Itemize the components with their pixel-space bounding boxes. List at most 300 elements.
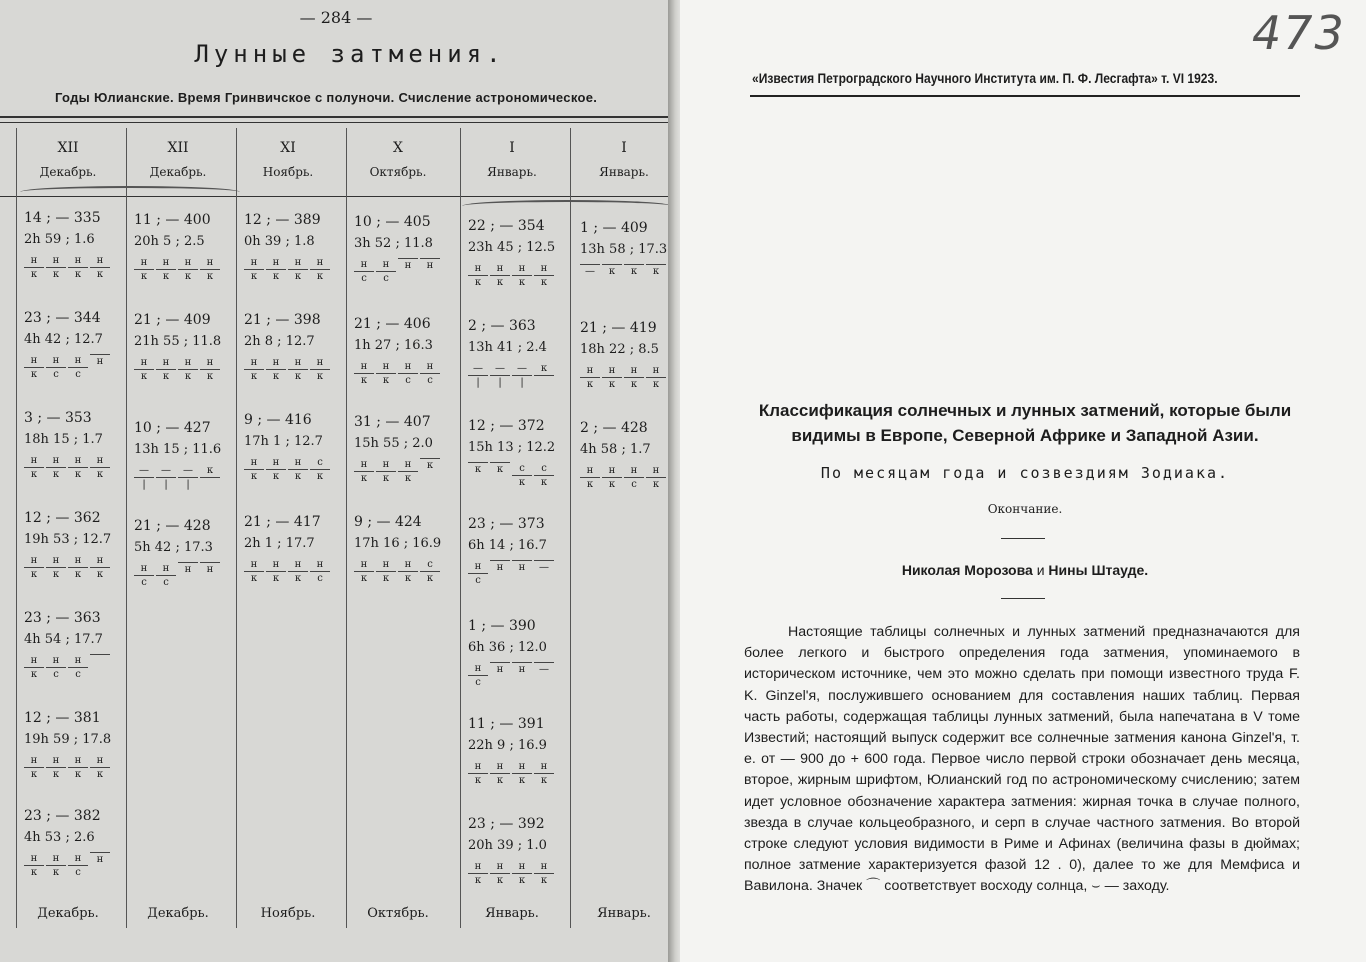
mark-bottom: к (474, 464, 482, 475)
column-roman-numeral: X (393, 140, 403, 156)
mark-top: н (156, 562, 176, 576)
visibility-marks (134, 256, 244, 296)
mark-top: н (490, 760, 510, 774)
mark-top: н (624, 364, 644, 378)
column-footer: Ноябрь. (260, 906, 316, 921)
mark-bottom: н (496, 562, 504, 573)
date-year: 31 ; — 407 (354, 414, 431, 430)
visibility-mark (602, 464, 622, 504)
eclipse-entry (134, 212, 244, 296)
visibility-mark (580, 364, 600, 404)
column-month: Январь. (487, 165, 537, 179)
mark-bottom: к (30, 569, 38, 580)
visibility-mark (398, 360, 418, 400)
mark-bottom: к (294, 471, 302, 482)
mark-top: н (646, 364, 666, 378)
mark-bottom: к (586, 479, 594, 490)
mark-bottom: к (96, 769, 104, 780)
visibility-mark (376, 258, 396, 298)
mark-top: н (310, 356, 330, 370)
mark-top: н (580, 464, 600, 478)
date-year: 9 ; — 416 (244, 412, 312, 428)
visibility-mark (534, 262, 554, 302)
date-year: 9 ; — 424 (354, 514, 422, 530)
visibility-mark (178, 256, 198, 296)
date-year: 2 ; — 363 (468, 318, 536, 334)
mark-top: н (534, 760, 554, 774)
mark-bottom: к (518, 277, 526, 288)
date-year: 21 ; — 419 (580, 320, 657, 336)
visibility-mark (310, 456, 330, 496)
date-year: 14 ; — 335 (24, 210, 101, 226)
visibility-mark (354, 360, 374, 400)
visibility-mark (354, 258, 374, 298)
visibility-mark (468, 362, 488, 402)
time-magnitude: 21h 55 ; 11.8 (134, 334, 222, 349)
mark-bottom: к (360, 573, 368, 584)
visibility-mark (156, 356, 176, 396)
mark-bottom: к (52, 569, 60, 580)
visibility-mark (490, 462, 510, 502)
mark-bottom: к (540, 875, 548, 886)
mark-top: с (420, 558, 440, 572)
mark-bottom: к (30, 269, 38, 280)
visibility-mark (624, 464, 644, 504)
mark-bottom: к (140, 271, 148, 282)
mark-top: н (354, 258, 374, 272)
eclipse-entry (354, 414, 464, 498)
visibility-mark (468, 262, 488, 302)
visibility-mark (490, 560, 510, 600)
mark-top: н (534, 262, 554, 276)
mark-bottom: с (53, 669, 59, 680)
visibility-mark (534, 662, 554, 702)
mark-bottom: к (474, 775, 482, 786)
time-magnitude: 0h 39 ; 1.8 (244, 234, 315, 249)
mark-bottom: с (317, 573, 323, 584)
visibility-mark (534, 362, 554, 402)
mark-top: н (266, 256, 286, 270)
visibility-marks (24, 852, 134, 892)
visibility-mark (24, 454, 44, 494)
mark-top: н (24, 454, 44, 468)
visibility-marks (24, 254, 134, 294)
mark-top: н (68, 354, 88, 368)
mark-bottom: к (184, 271, 192, 282)
visibility-mark (398, 258, 418, 298)
visibility-marks (468, 560, 578, 600)
date-year: 23 ; — 373 (468, 516, 545, 532)
mark-bottom: к (316, 271, 324, 282)
left-page (0, 0, 672, 962)
author-conjunction: и (1036, 562, 1045, 578)
mark-top: н (134, 562, 154, 576)
mark-bottom: к (426, 460, 434, 471)
column-header (18, 136, 118, 184)
time-magnitude: 20h 5 ; 2.5 (134, 234, 205, 249)
mark-bottom: к (540, 775, 548, 786)
column-footer: Январь. (597, 906, 651, 921)
visibility-mark (68, 554, 88, 594)
mark-top: н (310, 558, 330, 572)
visibility-mark (178, 464, 198, 504)
visibility-mark (244, 356, 264, 396)
visibility-mark (244, 456, 264, 496)
visibility-mark (68, 454, 88, 494)
eclipse-entry (468, 418, 578, 502)
time-magnitude: 1h 27 ; 16.3 (354, 338, 433, 353)
eclipse-entry (24, 510, 134, 594)
mark-bottom: с (475, 677, 481, 688)
mark-top: н (266, 456, 286, 470)
mark-top: н (398, 360, 418, 374)
mark-top: н (468, 760, 488, 774)
mark-top: н (178, 356, 198, 370)
mark-bottom: | (142, 479, 146, 490)
visibility-mark (420, 258, 440, 298)
mark-top: к (534, 362, 554, 376)
mark-bottom: с (75, 867, 81, 878)
mark-bottom: к (30, 867, 38, 878)
visibility-mark (200, 464, 220, 504)
visibility-mark (310, 256, 330, 296)
visibility-mark (90, 254, 110, 294)
mark-top: н (68, 254, 88, 268)
eclipse-entry (580, 220, 672, 304)
date-year: 10 ; — 427 (134, 420, 211, 436)
mark-top: к (200, 464, 220, 478)
visibility-mark (46, 254, 66, 294)
visibility-mark (24, 852, 44, 892)
eclipse-entry (244, 212, 354, 296)
mark-bottom: н (518, 664, 526, 675)
mark-bottom: к (630, 266, 638, 277)
visibility-mark (512, 362, 532, 402)
visibility-mark (602, 264, 622, 304)
mark-bottom: к (294, 271, 302, 282)
mark-top: н (646, 464, 666, 478)
time-magnitude: 13h 58 ; 17.3 (580, 242, 668, 257)
visibility-marks (468, 262, 578, 302)
visibility-mark (376, 558, 396, 598)
mark-top: н (490, 262, 510, 276)
time-magnitude: 4h 53 ; 2.6 (24, 830, 95, 845)
mark-top: н (244, 256, 264, 270)
mark-top: н (24, 754, 44, 768)
mark-top: — (134, 464, 154, 478)
visibility-mark (90, 654, 110, 694)
date-year: 3 ; — 353 (24, 410, 92, 426)
eclipse-entry (134, 312, 244, 396)
mark-bottom: к (294, 573, 302, 584)
visibility-mark (534, 462, 554, 502)
visibility-mark (534, 860, 554, 900)
mark-top: н (90, 754, 110, 768)
mark-top: — (468, 362, 488, 376)
column-footer: Декабрь. (37, 906, 99, 921)
mark-top: н (156, 256, 176, 270)
visibility-mark (398, 558, 418, 598)
visibility-marks (580, 364, 672, 404)
column-separator (16, 128, 17, 928)
mark-bottom: — (539, 562, 549, 573)
mark-top: н (178, 256, 198, 270)
mark-bottom: к (272, 471, 280, 482)
article-title-line-1: Классификация солнечных и лунных затмений, которые были (758, 401, 1292, 420)
eclipse-entry (244, 312, 354, 396)
mark-bottom: к (474, 277, 482, 288)
time-magnitude: 2h 59 ; 1.6 (24, 232, 95, 247)
mark-bottom: к (652, 479, 660, 490)
time-magnitude: 19h 53 ; 12.7 (24, 532, 112, 547)
visibility-mark (420, 558, 440, 598)
article-title-line-2: видимы в Европе, Северной Африке и Западной Азии. (791, 426, 1259, 445)
visibility-mark (468, 462, 488, 502)
eclipse-entry (134, 420, 244, 504)
mark-bottom: н (426, 260, 434, 271)
eclipse-entry (24, 410, 134, 494)
mark-top: н (134, 356, 154, 370)
visibility-marks (244, 456, 354, 496)
visibility-mark (468, 662, 488, 702)
mark-bottom: к (382, 573, 390, 584)
mark-top: н (266, 356, 286, 370)
visibility-mark (310, 558, 330, 598)
mark-bottom: к (518, 875, 526, 886)
mark-bottom: с (141, 577, 147, 588)
visibility-mark (310, 356, 330, 396)
handwritten-page-number: 473 (1252, 6, 1346, 60)
visibility-mark (68, 354, 88, 394)
mark-bottom: к (316, 371, 324, 382)
mark-bottom: к (250, 271, 258, 282)
column-header (574, 136, 672, 184)
time-magnitude: 6h 14 ; 16.7 (468, 538, 547, 553)
date-year: 23 ; — 363 (24, 610, 101, 626)
mark-top: н (46, 852, 66, 866)
eclipse-entry (244, 412, 354, 496)
mark-bottom: к (250, 471, 258, 482)
mark-top: н (46, 354, 66, 368)
mark-bottom: н (184, 564, 192, 575)
mark-bottom: к (608, 379, 616, 390)
eclipse-entry (468, 516, 578, 600)
mark-bottom: к (272, 271, 280, 282)
visibility-mark (468, 860, 488, 900)
visibility-mark (68, 654, 88, 694)
time-magnitude: 20h 39 ; 1.0 (468, 838, 547, 853)
mark-top: н (68, 654, 88, 668)
mark-bottom: к (250, 573, 258, 584)
time-magnitude: 17h 1 ; 12.7 (244, 434, 323, 449)
visibility-mark (24, 554, 44, 594)
visibility-mark (90, 354, 110, 394)
column-header (348, 136, 448, 184)
mark-top: н (156, 356, 176, 370)
visibility-mark (266, 356, 286, 396)
time-magnitude: 18h 15 ; 1.7 (24, 432, 103, 447)
visibility-mark (354, 558, 374, 598)
mark-top: н (244, 356, 264, 370)
visibility-mark (624, 264, 644, 304)
mark-bottom: к (382, 375, 390, 386)
mark-top: н (68, 454, 88, 468)
eclipse-entry (468, 218, 578, 302)
mark-bottom: к (162, 371, 170, 382)
eclipse-entry (24, 310, 134, 394)
time-magnitude: 15h 55 ; 2.0 (354, 436, 433, 451)
visibility-mark (646, 264, 666, 304)
visibility-mark (68, 852, 88, 892)
mark-top: — (178, 464, 198, 478)
eclipse-entry (24, 610, 134, 694)
column-footer: Октябрь. (367, 906, 429, 921)
short-rule-1 (1001, 538, 1045, 539)
visibility-marks (468, 362, 578, 402)
mark-bottom: к (496, 775, 504, 786)
date-year: 2 ; — 428 (580, 420, 648, 436)
mark-bottom: к (52, 769, 60, 780)
mark-top: н (420, 360, 440, 374)
visibility-mark (490, 760, 510, 800)
visibility-marks (468, 860, 578, 900)
visibility-marks (354, 258, 464, 298)
time-magnitude: 2h 8 ; 12.7 (244, 334, 315, 349)
mark-top: н (468, 262, 488, 276)
mark-bottom: к (30, 369, 38, 380)
visibility-mark (512, 262, 532, 302)
mark-bottom: к (474, 875, 482, 886)
visibility-mark (512, 760, 532, 800)
mark-top: н (24, 254, 44, 268)
mark-top: н (200, 356, 220, 370)
eclipse-entry (468, 816, 578, 900)
visibility-mark (178, 562, 198, 602)
visibility-mark (244, 256, 264, 296)
mark-bottom: к (96, 269, 104, 280)
mark-bottom: — (585, 266, 595, 277)
visibility-marks (468, 760, 578, 800)
visibility-mark (534, 760, 554, 800)
visibility-mark (24, 654, 44, 694)
visibility-mark (200, 562, 220, 602)
visibility-mark (420, 360, 440, 400)
time-magnitude: 13h 41 ; 2.4 (468, 340, 547, 355)
mark-bottom: с (427, 375, 433, 386)
mark-bottom: — (539, 664, 549, 675)
column-header (462, 136, 562, 184)
mark-top: — (156, 464, 176, 478)
mark-bottom: к (52, 867, 60, 878)
mark-top: н (266, 558, 286, 572)
column-roman-numeral: I (621, 140, 627, 156)
mark-bottom: к (74, 469, 82, 480)
time-magnitude: 15h 13 ; 12.2 (468, 440, 556, 455)
mark-bottom: к (52, 269, 60, 280)
time-magnitude: 4h 42 ; 12.7 (24, 332, 103, 347)
mark-top: н (534, 860, 554, 874)
column-roman-numeral: XI (280, 140, 296, 156)
short-rule-2 (1001, 598, 1045, 599)
mark-bottom: к (652, 379, 660, 390)
brace-left (20, 186, 240, 198)
visibility-marks (580, 464, 672, 504)
mark-bottom: к (608, 266, 616, 277)
mark-top: н (398, 558, 418, 572)
visibility-mark (90, 852, 110, 892)
visibility-mark (68, 754, 88, 794)
column-roman-numeral: XII (57, 140, 79, 156)
visibility-mark (24, 754, 44, 794)
column-month: Январь. (599, 165, 649, 179)
column-roman-numeral: I (509, 140, 515, 156)
mark-bottom: с (75, 669, 81, 680)
mark-top: н (68, 554, 88, 568)
eclipse-entry (244, 514, 354, 598)
mark-bottom: | (164, 479, 168, 490)
eclipse-entry (468, 716, 578, 800)
mark-top: н (46, 554, 66, 568)
visibility-mark (580, 264, 600, 304)
visibility-mark (288, 456, 308, 496)
visibility-mark (288, 356, 308, 396)
mark-bottom: | (476, 377, 480, 388)
visibility-mark (512, 462, 532, 502)
mark-bottom: к (630, 379, 638, 390)
visibility-mark (134, 256, 154, 296)
visibility-mark (178, 356, 198, 396)
left-page-subtitle: Годы Юлианские. Время Гринвичское с полуночи. Счисление астрономическое. (55, 90, 598, 105)
date-year: 12 ; — 362 (24, 510, 101, 526)
date-year: 11 ; — 391 (468, 716, 545, 732)
date-year: 21 ; — 398 (244, 312, 321, 328)
top-rule-thin (0, 122, 672, 123)
visibility-mark (200, 256, 220, 296)
visibility-marks (24, 354, 134, 394)
time-magnitude: 3h 52 ; 11.8 (354, 236, 433, 251)
mark-top: н (288, 456, 308, 470)
visibility-mark (46, 852, 66, 892)
mark-top: н (90, 454, 110, 468)
mark-bottom: с (361, 273, 367, 284)
visibility-mark (46, 554, 66, 594)
visibility-mark (46, 754, 66, 794)
continuation-note: Окончание. (987, 502, 1063, 516)
eclipse-entry (24, 808, 134, 892)
author-2: Нины Штауде. (1048, 562, 1149, 578)
date-year: 23 ; — 382 (24, 808, 101, 824)
mark-top: н (354, 458, 374, 472)
mark-top: н (376, 258, 396, 272)
mark-top: н (46, 654, 66, 668)
mark-top: н (398, 458, 418, 472)
mark-bottom: н (206, 564, 214, 575)
visibility-mark (580, 464, 600, 504)
mark-top: н (244, 558, 264, 572)
mark-top: — (490, 362, 510, 376)
mark-top: — (512, 362, 532, 376)
visibility-marks (24, 654, 134, 694)
mark-bottom: к (206, 371, 214, 382)
time-magnitude: 23h 45 ; 12.5 (468, 240, 556, 255)
mark-bottom: к (30, 669, 38, 680)
eclipse-entry (468, 318, 578, 402)
mark-top: н (468, 560, 488, 574)
visibility-mark (534, 560, 554, 600)
column-header (238, 136, 338, 184)
mark-bottom: | (498, 377, 502, 388)
eclipse-entry (24, 710, 134, 794)
